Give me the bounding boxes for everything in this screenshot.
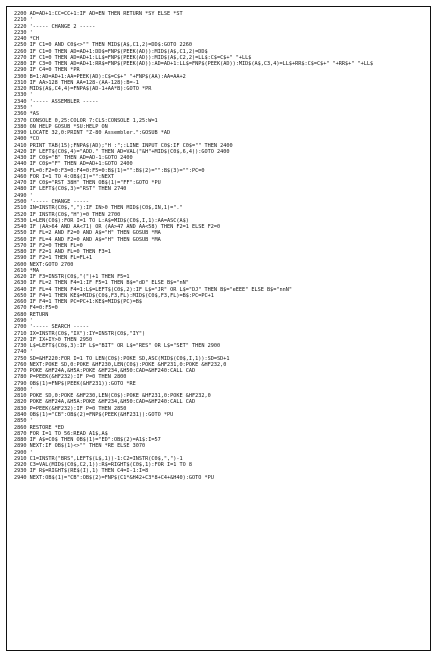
listing-line: 2390 LOCATE 32,0:PRINT "Z-80 Assembler.":GOSUB *AD: [14, 130, 171, 137]
listing-line: 2240 *CH: [14, 36, 39, 43]
listing-line: 2750 SD=&HF220:FOR I=1 TO LEN(C0$):POKE SD,ASC(MID$(C0$,I,1)):SD=SD+1: [14, 355, 230, 362]
listing-line: 2430 IF C0$="B" THEN AD=AD-1:GOTO 2400: [14, 155, 133, 162]
listing-line: 2660 IF F4=1 THEN PC=PC+1:KE$=MID$(PC)=B$: [14, 299, 143, 306]
listing-line: 2250 IF C1=0 AND C0$<>"" THEN MID$(A$,C1,2)=DD$:GOTO 2260: [14, 42, 193, 49]
listing-line: 2850 ': [14, 418, 33, 425]
listing-line: 2200 AD=AD+1:CC=CC+1:IF AD=EN THEN RETURN *SY ELSE *ST: [14, 11, 183, 17]
listing-line: 2410 PRINT TAB(15);FNPA$(AD);"H :";:LINE INPUT C0$:IF C0$="" THEN 2400: [14, 142, 233, 149]
listing-line: 2740 ': [14, 349, 33, 356]
listing-line: 2600 NEXT:GOTO 2700: [14, 261, 74, 268]
listing-line: 2470 IF C0$="RST 38H" THEN OB$(1)="FF":GOTO *PU: [14, 180, 161, 187]
listing-line: 2450 FL=0:F2=0:F3=0:F4=0:F5=0:B$(1)="":B$(2)="":B$(3)="":PC=0: [14, 167, 205, 174]
listing-line: 2900 ': [14, 449, 33, 456]
listing-line: 2480 IF LEFT$(C0$,3)="RST" THEN 2740: [14, 186, 127, 193]
listing-line: 2380 ON HELP GOSUB *SU:HELP ON: [14, 123, 108, 130]
listing-line: 2520 IF INSTR(C0$,"H")=0 THEN 2700: [14, 211, 121, 218]
listing-line: 2500 '----- CHANGE -----: [14, 198, 89, 205]
listing-line: 2230 ': [14, 29, 33, 36]
listing-line: 2400 *CO: [14, 136, 39, 143]
listing-line: 2940 NEXT:OB$(1)="CB":OB$(2)=FNP$(C1*&H42+C3*8+C4+&H40):GOTO *PU: [14, 474, 214, 481]
listing-line: 2350 ': [14, 104, 33, 111]
listing-line: 2540 IF (AA>64 AND AA<71) OR (AA>47 AND AA<58) THEN F2=1 ELSE F2=0: [14, 224, 221, 231]
listing-line: 2330 ': [14, 92, 33, 99]
listing-line: 2300 B=1:AD=AD+1:AA=PEEK(AD):C$=C$+" "+FNP$(AA):AA=AA+2: [14, 73, 186, 80]
listing-line: 2420 IF LEFT$(C0$,4)="ADD." THEN AD=VAL("&H"+MID$(C0$,6,4)):GOTO 2400: [14, 148, 230, 155]
listing-line: 2800 ': [14, 386, 33, 393]
listing-line: 2610 *MA: [14, 267, 39, 274]
listing-line: 2460 FOR I=1 TO 4:OB$(I)="":NEXT: [14, 173, 114, 180]
listing-line: 2860 RESTORE *ED: [14, 424, 64, 431]
listing-line: 2680 RETURN: [14, 311, 49, 318]
listing-line: 2210 ': [14, 17, 33, 24]
listing-line: 2920 C3=VAL(MID$(C0$,C2,1)):R$=RIGHT$(C0$,1):FOR I=1 TO 8: [14, 462, 193, 469]
listing-line: 2280 IF C3=0 THEN AD=AD+1:RR$=FNP$(PEEK(AD)):AD=AD+1:LL$=FNP$(PEEK(AD)):MID$(A$,C3,4)=LL$+RR$:C$=C$+" "+RR$+" "+LL$: [14, 61, 374, 68]
listing-line: 2730 L$=LEFT$(C0$,3):IF L$="BIT" OR L$="RES" OR L$="SET" THEN 2900: [14, 343, 221, 350]
listing-line: 2770 POKE &HF24A,&H5A:POKE &HF234,&H50:CAD=&HF240:CALL CAD: [14, 368, 196, 375]
listing-line: 2710 IX=INSTR(C0$,"IX"):IY=INSTR(C0$,"IY"): [14, 330, 146, 337]
listing-line: 2820 POKE &HF24A,&H5A:POKE &HF234,&H50:CAD=&HF240:CALL CAD: [14, 399, 196, 406]
listing-line: 2640 IF FL=4 THEN F4=1:L$=LEFT$(C0$,2):IF L$="JR" OR L$="DJ" THEN B$="eEEE" ELSE B$="nnN": [14, 286, 292, 293]
listing-line: 2440 IF C0$="F" THEN AD=AD+1:GOTO 2400: [14, 161, 133, 168]
listing-line: 2270 IF C1=0 THEN AD=AD+1:LL$=FNP$(PEEK(AD)):MID$(A$,C2,2)=LL$:C$=C$+" "+LL$: [14, 54, 252, 61]
listing-line: 2790 OB$(1)=FNP$(PEEK(&HF231)):GOTO *RE: [14, 380, 136, 387]
listing-line: 2880 IF A$=C0$ THEN OB$(1)="ED":OB$(2)=A1$:I=57: [14, 437, 161, 444]
listing-line: 2590 IF F2=1 THEN FL=FL+1: [14, 255, 93, 262]
listing-line: 2580 IF F2=1 AND FL=0 THEN F3=1: [14, 249, 111, 256]
listing-line: 2370 CONSOLE 0,25:COLOR 7:CLS:CONSOLE 1,25:W=1: [14, 117, 158, 124]
listing-line: 2670 F4=0:F5=0: [14, 305, 58, 312]
listing-line: 2340 '----- ASSEMBLER -----: [14, 98, 99, 105]
listing-line: 2720 IF IX+IY>0 THEN 2950: [14, 336, 93, 343]
listing-line: 2290 IF C4=0 THEN *PR: [14, 67, 80, 74]
listing-line: 2550 IF FL=2 AND F2=0 AND A$="H" THEN GOSUB *MA: [14, 230, 161, 237]
listing-line: 2760 NEXT:POKE SD,0:POKE &HF230,LEN(C0$):POKE &HF231,0:POKE &HF232,0: [14, 361, 227, 368]
listing-line: 2930 IF R$=RIGHT$(RE$(I),1) THEN C4=I-1:I=8: [14, 468, 149, 475]
listing-line: 2620 IF F3=INSTR(C0$,"(")+1 THEN F5=1: [14, 274, 130, 281]
listing-line: 2220 '----- CHANGE 2 -----: [14, 23, 96, 30]
listing-line: 2510 IN=INSTR(C0$,","):IF IN>0 THEN MID$(C0$,IN,1)=".": [14, 205, 183, 212]
listing-line: 2630 IF FL=2 THEN F4=1:IF F5=1 THEN B$="dD" ELSE B$="nN": [14, 280, 189, 287]
listing-line: 2570 IF F2=0 THEN FL=0: [14, 242, 83, 249]
listing-line: 2870 FOR I=1 TO 56:READ A1$,A$: [14, 430, 108, 437]
listing-line: 2530 L=LEN(C0$):FOR I=1 TO L:A$=MID$(C0$,I,1):AA=ASC(A$): [14, 217, 189, 224]
listing-line: 2560 IF FL=4 AND F2=0 AND A$="H" THEN GOSUB *MA: [14, 236, 161, 243]
listing-line: 2810 POKE SD,0:POKE &HF230,LEN(C0$):POKE &HF231,0:POKE &HF232,0: [14, 393, 211, 400]
listing-line: 2690 ': [14, 318, 33, 325]
basic-program-listing: [14, 11, 428, 481]
listing-page: [6, 6, 431, 651]
listing-line: 2490 ': [14, 192, 33, 199]
listing-line: 2310 IF AA>128 THEN AA=128-(AA-128):B=-1: [14, 79, 139, 86]
listing-line: 2360 *AS: [14, 111, 39, 118]
listing-line: 2910 C1=INSTR("BRS",LEFT$(L$,1))-1:C2=INSTR(C0$,",")-1: [14, 455, 183, 462]
listing-line: 2830 P=PEEK(&HF232):IF P=0 THEN 2850: [14, 405, 127, 412]
listing-line: 2260 IF C1=0 THEN AD=AD+1:DD$=FNP$(PEEK(AD)):MID$(A$,C1,2)=DD$: [14, 48, 208, 55]
listing-line: 2890 NEXT:IF OB$(1)<>"" THEN *RE ELSE 3070: [14, 443, 146, 450]
listing-line: 2320 MID$(A$,C4,4)=FNPA$(AD-1+AA*B):GOTO *PR: [14, 86, 152, 93]
listing-line: 2700 '----- SEARCH -----: [14, 324, 89, 331]
listing-line: 2780 P=PEEK(&HF232):IF P=0 THEN 2800: [14, 374, 127, 381]
listing-line: 2840 OB$(1)="CB":OB$(2)=FNP$(PEEK(&HF231)):GOTO *PU: [14, 412, 174, 418]
listing-line: 2650 IF F4=1 THEN KE$=MID$(C0$,F3,FL):MID$(C0$,F3,FL)=B$:PC=PC+1: [14, 292, 214, 299]
